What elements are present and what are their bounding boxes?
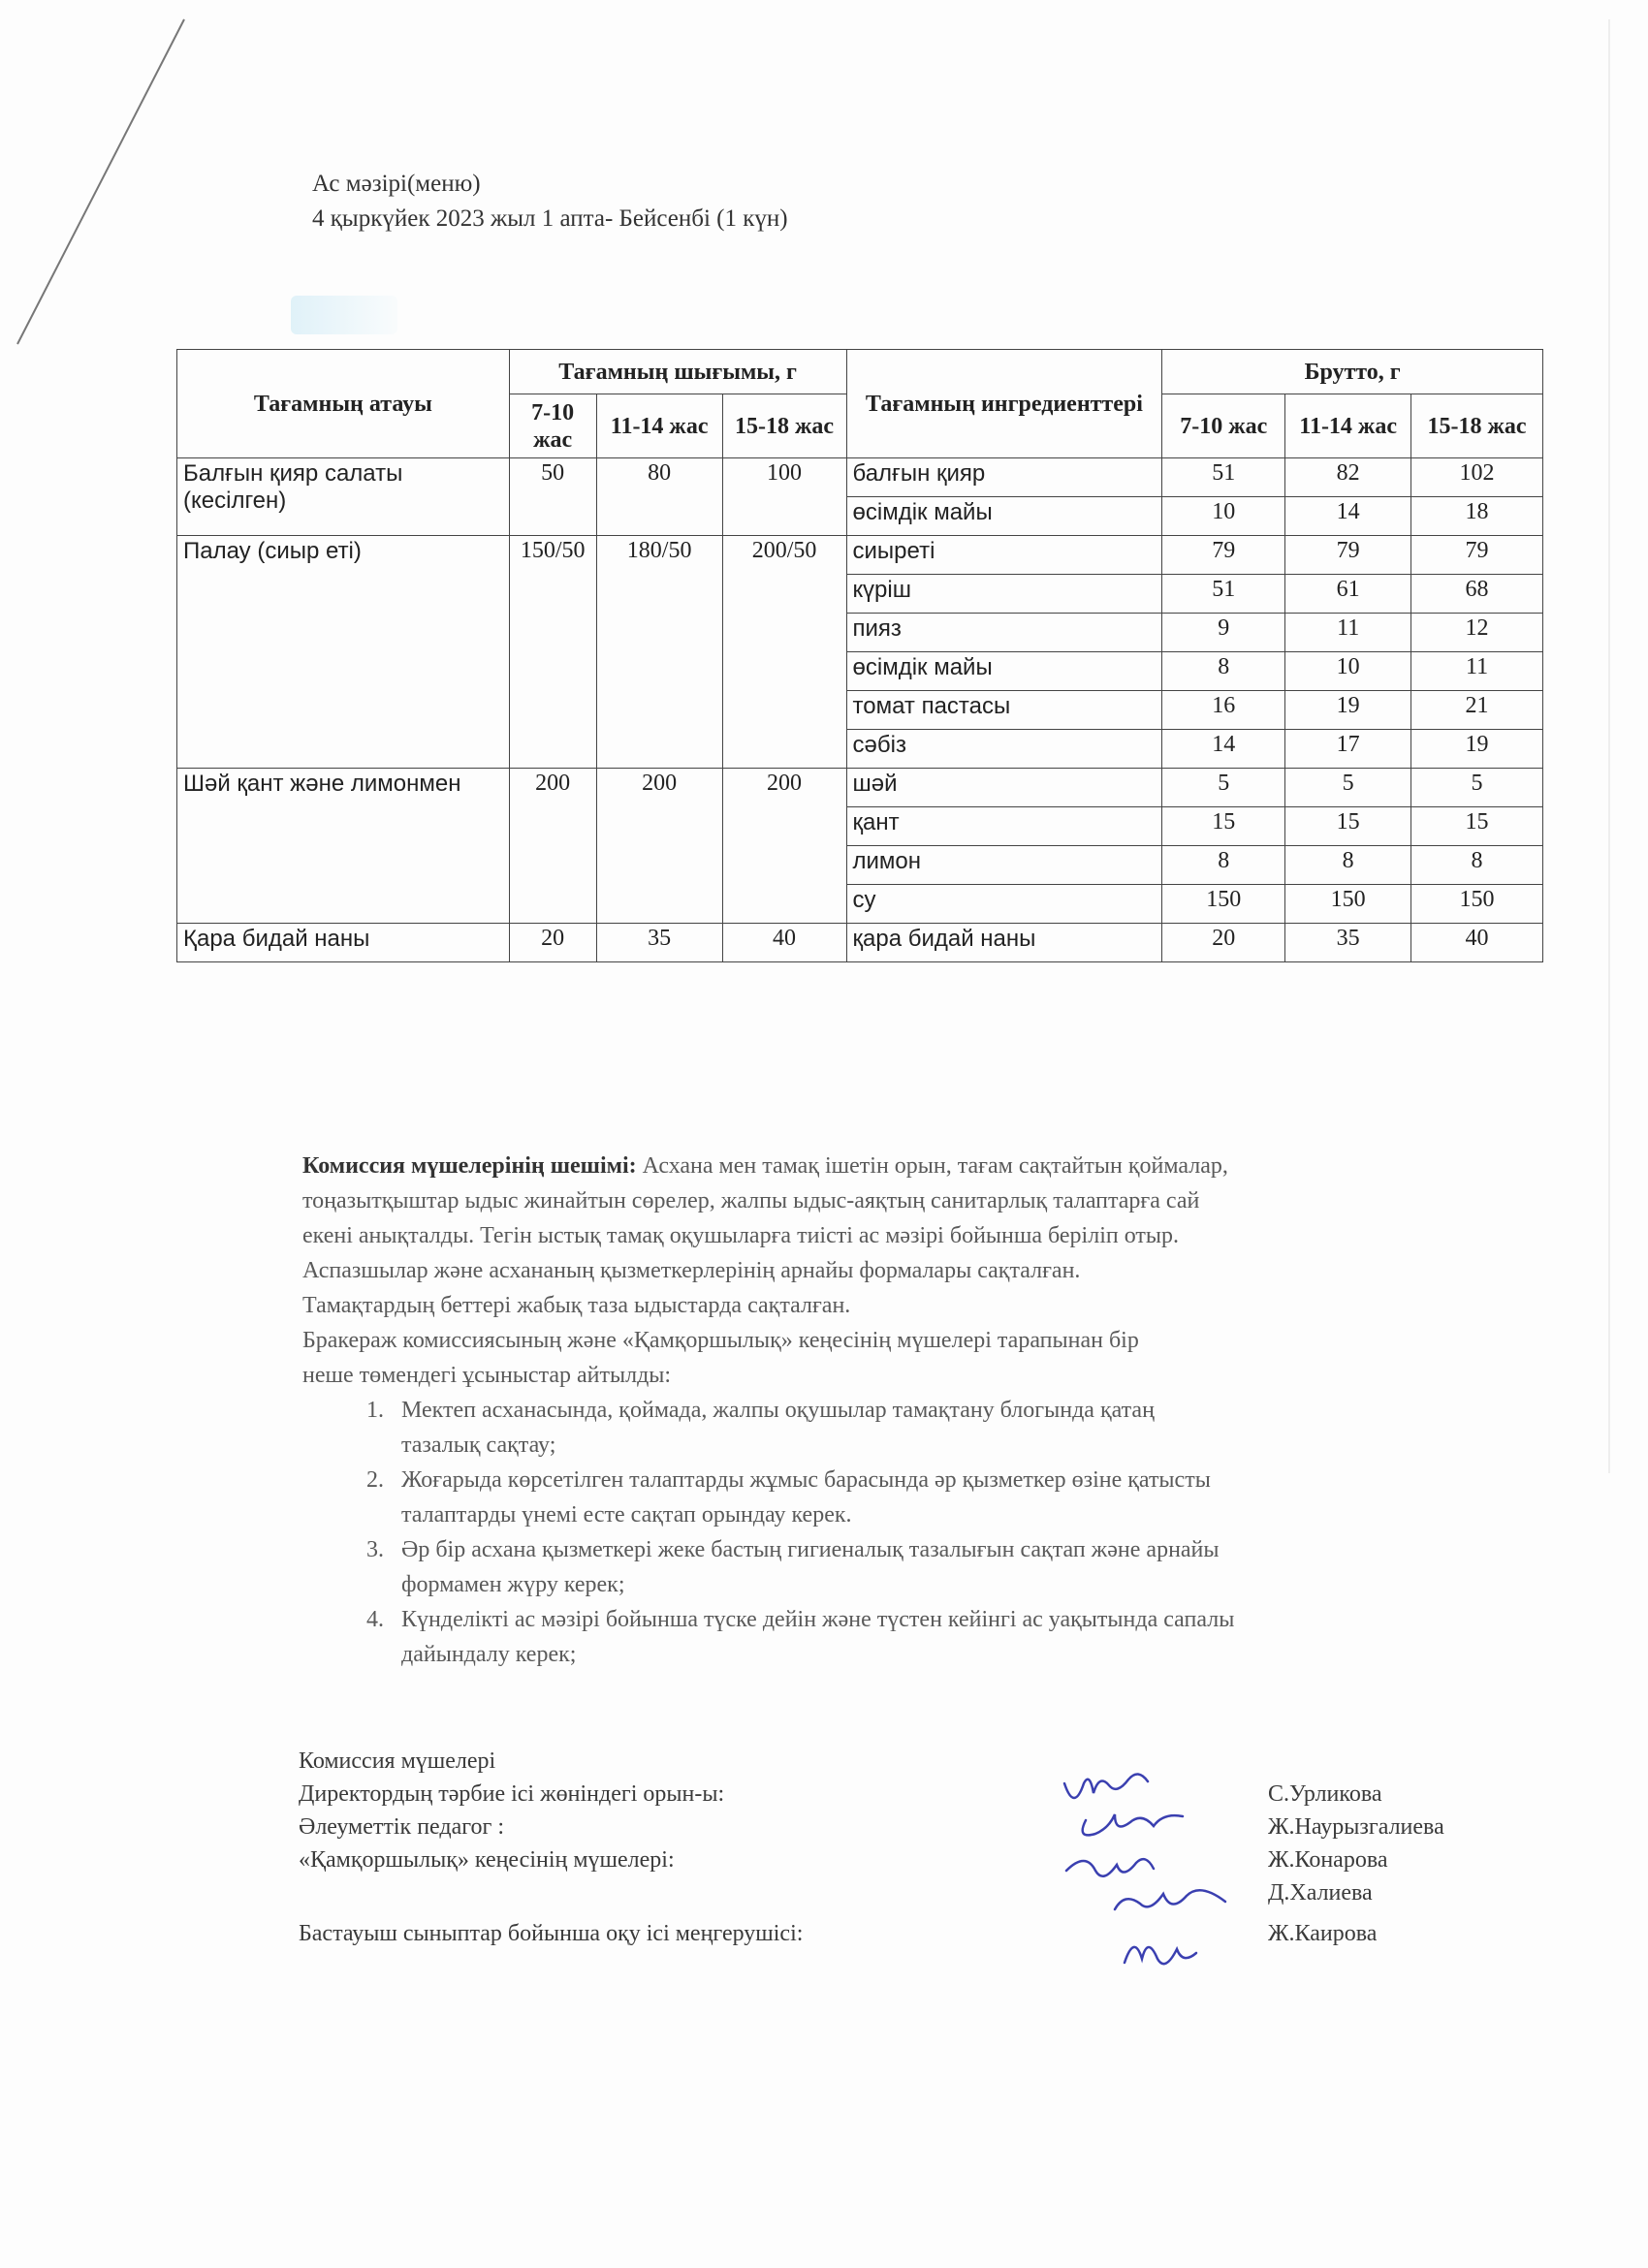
brutto-cell: 15 [1285,807,1411,846]
signature-row: «Қамқоршылық» кеңесінің мүшелері: Ж.Конарова [299,1847,1388,1873]
ingredient-name: томат пастасы [846,691,1162,730]
yield-cell: 200 [596,769,722,924]
ingredient-name: қант [846,807,1162,846]
th-brutto-age-11-14: 11-14 жас [1285,394,1411,458]
signature-row: Бастауыш сыныптар бойынша оқу ісі меңгерушісі: Ж.Каирова [299,1921,1378,1946]
brutto-cell: 79 [1411,536,1543,575]
ingredient-name: өсімдік майы [846,497,1162,536]
brutto-cell: 9 [1162,614,1285,652]
signature-row: Директордың тәрбие ісі жөніндегі орын-ы: С.Урликова [299,1781,1382,1807]
brutto-cell: 8 [1285,846,1411,885]
yield-cell: 50 [509,458,596,536]
list-item: 1. Мектеп асханасында, қоймада, жалпы оқушылар тамақтану блогында қатаң тазалық сақтау; [390,1393,1553,1463]
brutto-cell: 51 [1162,575,1285,614]
brutto-cell: 5 [1285,769,1411,807]
signature-row: Әлеуметтік педагог : Ж.Наурызгалиева [299,1814,1444,1840]
brutto-cell: 102 [1411,458,1543,497]
yield-cell: 40 [722,924,846,962]
yield-cell: 80 [596,458,722,536]
yield-cell: 20 [509,924,596,962]
brutto-cell: 5 [1162,769,1285,807]
page-title: Ас мәзірі(меню) [312,171,481,197]
brutto-cell: 19 [1411,730,1543,769]
th-brutto-age-7-10: 7-10 жас [1162,394,1285,458]
yield-cell: 200 [722,769,846,924]
brutto-cell: 35 [1285,924,1411,962]
decision-text: Асхана мен тамақ ішетін орын, тағам сақтайтын қоймалар, [636,1153,1228,1179]
th-ingredients: Тағамның ингредиенттері [846,350,1162,458]
brutto-cell: 14 [1162,730,1285,769]
brutto-cell: 15 [1411,807,1543,846]
th-age-15-18: 15-18 жас [722,394,846,458]
th-brutto-age-15-18: 15-18 жас [1411,394,1543,458]
table-row [177,769,1543,807]
brutto-cell: 150 [1285,885,1411,924]
commission-decision [302,1149,1553,1672]
brutto-cell: 51 [1162,458,1285,497]
menu-table [176,349,1543,962]
dish-name: Қара бидай наны [177,924,510,962]
brutto-cell: 18 [1411,497,1543,536]
signatures-heading: Комиссия мүшелері [299,1748,496,1774]
list-item: 4. Күнделікті ас мәзірі бойынша түске дейін және түстен кейінгі ас уақытында сапалы дайындалу керек; [390,1602,1553,1672]
yield-cell: 100 [722,458,846,536]
table-row [177,924,1543,962]
yield-cell: 200 [509,769,596,924]
ingredient-name: сиыреті [846,536,1162,575]
list-item: 3. Әр бір асхана қызметкері жеке бастың гигиеналық тазалығын сақтап және арнайы формамен жүру керек; [390,1532,1553,1602]
brutto-cell: 8 [1162,652,1285,691]
ingredient-name: су [846,885,1162,924]
brutto-cell: 17 [1285,730,1411,769]
brutto-cell: 15 [1162,807,1285,846]
faded-stamp [291,296,397,334]
decision-line: Аспазшылар және асхананың қызметкерлерінің арнайы формалары сақталған. [302,1258,1081,1283]
brutto-cell: 79 [1285,536,1411,575]
brutto-cell: 68 [1411,575,1543,614]
menu-table-container [176,349,1543,1037]
dish-name: Балғын қияр салаты (кесілген) [177,458,510,536]
dish-name: Палау (сиыр еті) [177,536,510,769]
brutto-cell: 14 [1285,497,1411,536]
signature-block [299,1745,1559,1950]
decision-line: неше төмендегі ұсыныстар айтылды: [302,1363,672,1388]
table-row [177,458,1543,497]
brutto-cell: 10 [1162,497,1285,536]
brutto-cell: 8 [1411,846,1543,885]
handwritten-signatures [1057,1764,1270,1997]
yield-cell: 150/50 [509,536,596,769]
th-dish: Тағамның атауы [177,350,510,458]
decision-line: екені анықталды. Тегін ыстық тамақ оқушыларға тиісті ас мәзірі бойынша беріліп отыр. [302,1223,1180,1248]
ingredient-name: балғын қияр [846,458,1162,497]
ingredient-name: шәй [846,769,1162,807]
th-brutto: Брутто, г [1162,350,1543,394]
brutto-cell: 150 [1162,885,1285,924]
list-item: 2. Жоғарыда көрсетілген талаптарды жұмыс барасында әр қызметкер өзіне қатысты талаптарды үнемі есте сақтап орындау керек. [390,1463,1553,1532]
menu-header [312,167,788,236]
recommendation-list [302,1393,1553,1672]
table-row [177,536,1543,575]
decision-line: Тамақтардың беттері жабық таза ыдыстарда сақталған. [302,1293,851,1318]
page-subtitle: 4 қыркүйек 2023 жыл 1 апта- Бейсенбі (1 күн) [312,205,788,232]
brutto-cell: 10 [1285,652,1411,691]
ingredient-name: лимон [846,846,1162,885]
brutto-cell: 5 [1411,769,1543,807]
ingredient-name: сәбіз [846,730,1162,769]
brutto-cell: 20 [1162,924,1285,962]
yield-cell: 35 [596,924,722,962]
th-age-7-10: 7-10 жас [509,394,596,458]
th-age-11-14: 11-14 жас [596,394,722,458]
brutto-cell: 21 [1411,691,1543,730]
ingredient-name: өсімдік майы [846,652,1162,691]
dish-name: Шәй қант және лимонмен [177,769,510,924]
brutto-cell: 79 [1162,536,1285,575]
decision-label: Комиссия мүшелерінің шешімі: [302,1153,637,1179]
brutto-cell: 19 [1285,691,1411,730]
yield-cell: 180/50 [596,536,722,769]
signature-row: Д.Халиева [1268,1880,1373,1906]
th-yield: Тағамның шығымы, г [509,350,846,394]
brutto-cell: 16 [1162,691,1285,730]
brutto-cell: 11 [1411,652,1543,691]
yield-cell: 200/50 [722,536,846,769]
decision-line: тоңазытқыштар ыдыс жинайтын сөрелер, жалпы ыдыс-аяқтың санитарлық талаптарға сай [302,1188,1200,1213]
brutto-cell: 150 [1411,885,1543,924]
brutto-cell: 82 [1285,458,1411,497]
ingredient-name: пияз [846,614,1162,652]
brutto-cell: 61 [1285,575,1411,614]
decision-line: Бракераж комиссиясының және «Қамқоршылық» кеңесінің мүшелері тарапынан бір [302,1328,1139,1353]
brutto-cell: 40 [1411,924,1543,962]
ingredient-name: күріш [846,575,1162,614]
brutto-cell: 12 [1411,614,1543,652]
brutto-cell: 8 [1162,846,1285,885]
ingredient-name: қара бидай наны [846,924,1162,962]
brutto-cell: 11 [1285,614,1411,652]
